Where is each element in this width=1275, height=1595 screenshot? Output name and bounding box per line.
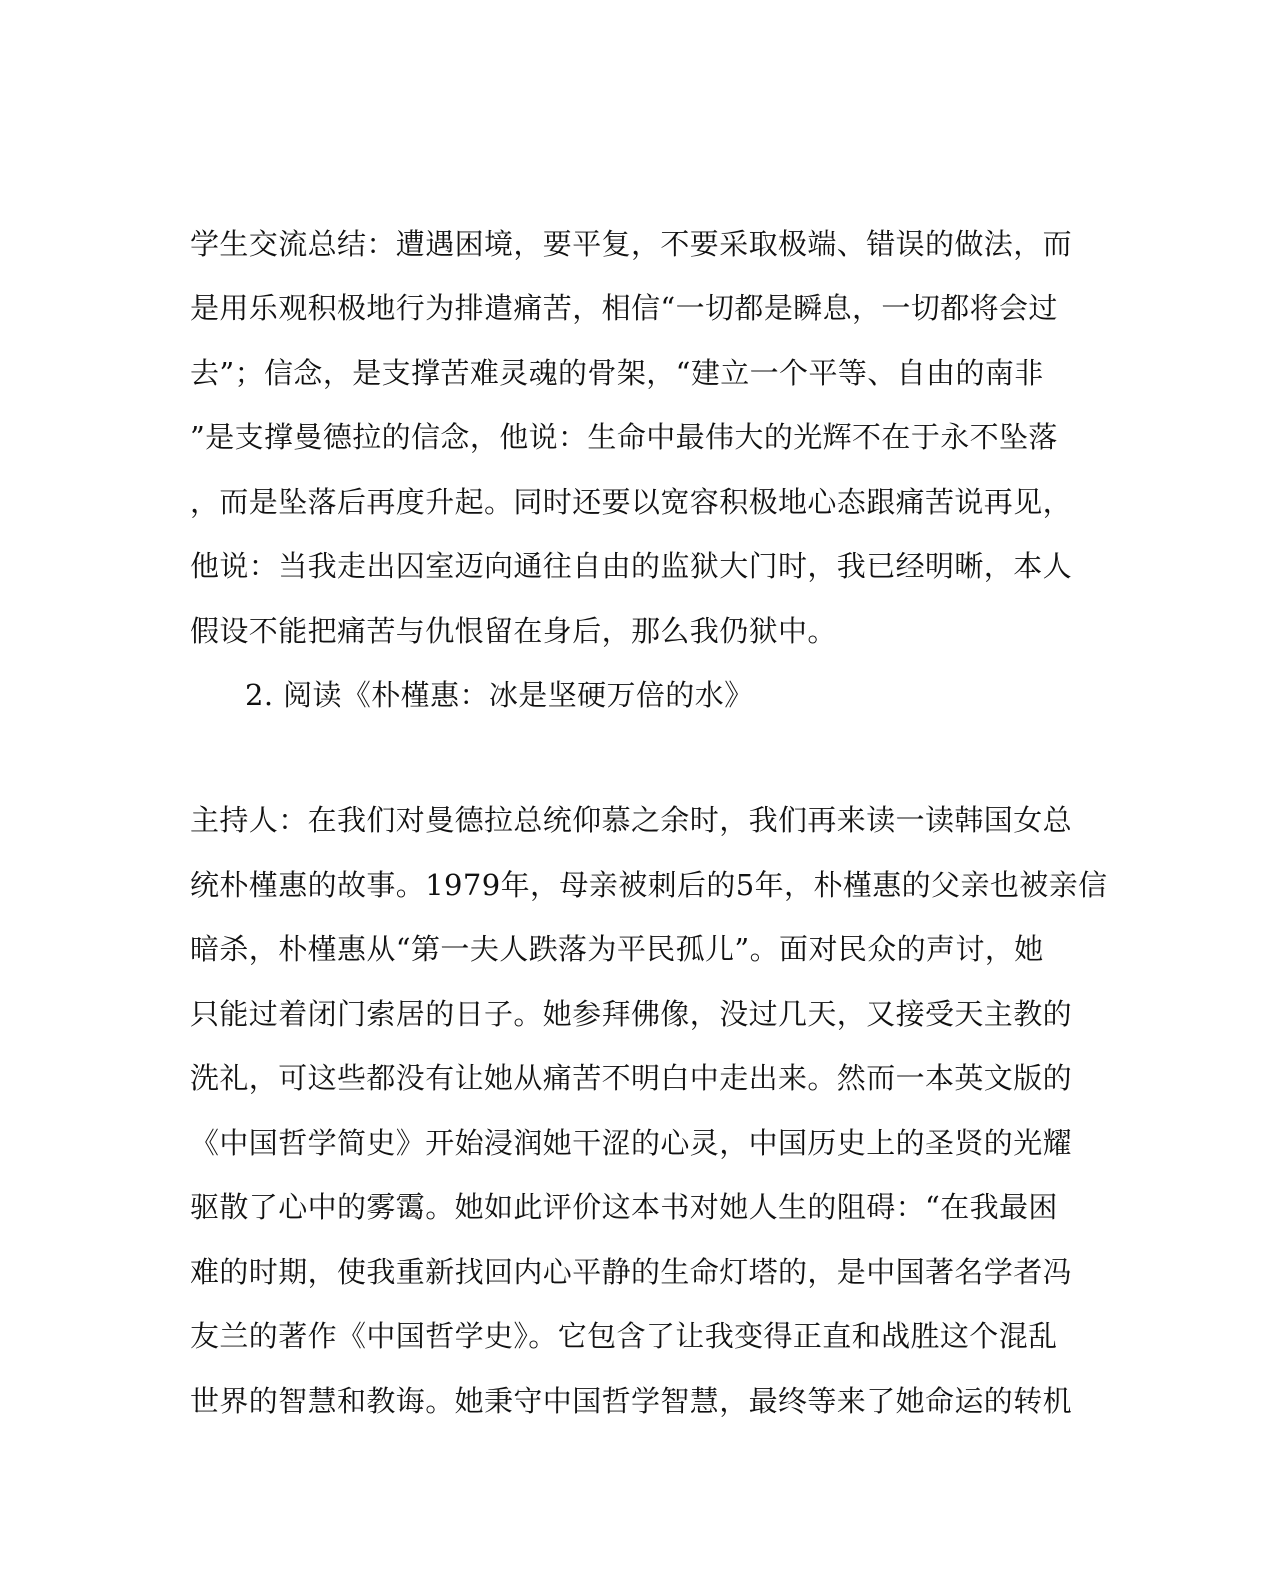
paragraph-line: 统朴槿惠的故事。1979年，母亲被刺后的5年，朴槿惠的父亲也被亲信: [190, 868, 1108, 902]
paragraph-line: 驱散了心中的雾霭。她如此评价这本书对她人生的阻碍：“在我最困: [190, 1190, 1058, 1224]
paragraph-line: 他说：当我走出囚室迈向通往自由的监狱大门时，我已经明晰，本人: [190, 549, 1073, 583]
paragraph-line: 是用乐观积极地行为排遣痛苦，相信“一切都是瞬息，一切都将会过: [190, 291, 1058, 325]
paragraph-line: ，而是坠落后再度升起。同时还要以宽容积极地心态跟痛苦说再见，: [190, 485, 1073, 519]
paragraph-line: 难的时期，使我重新找回内心平静的生命灯塔的，是中国著名学者冯: [190, 1255, 1073, 1289]
paragraph-line: 《中国哲学简史》开始浸润她干涩的心灵，中国历史上的圣贤的光耀: [190, 1126, 1073, 1160]
paragraph-line: ”是支撑曼德拉的信念，他说：生命中最伟大的光辉不在于永不坠落: [190, 420, 1058, 454]
paragraph-line: 暗杀，朴槿惠从“第一夫人跌落为平民孤儿”。面对民众的声讨，她: [190, 932, 1044, 966]
paragraph-line: 假设不能把痛苦与仇恨留在身后，那么我仍狱中。: [190, 614, 837, 648]
paragraph-line: 去”；信念，是支撑苦难灵魂的骨架，“建立一个平等、自由的南非: [190, 356, 1044, 390]
paragraph-line: 友兰的著作《中国哲学史》。它包含了让我变得正直和战胜这个混乱: [190, 1319, 1058, 1353]
paragraph-line: 主持人：在我们对曼德拉总统仰慕之余时，我们再来读一读韩国女总: [190, 803, 1073, 837]
paragraph-line: 洗礼，可这些都没有让她从痛苦不明白中走出来。然而一本英文版的: [190, 1061, 1073, 1095]
paragraph-line: 世界的智慧和教诲。她秉守中国哲学智慧，最终等来了她命运的转机: [190, 1384, 1073, 1418]
paragraph-line: 只能过着闭门索居的日子。她参拜佛像，没过几天，又接受天主教的: [190, 997, 1073, 1031]
section-heading: 2. 阅读《朴槿惠：冰是坚硬万倍的水》: [245, 678, 754, 712]
paragraph-line: 学生交流总结：遭遇困境，要平复，不要采取极端、错误的做法，而: [190, 227, 1073, 261]
